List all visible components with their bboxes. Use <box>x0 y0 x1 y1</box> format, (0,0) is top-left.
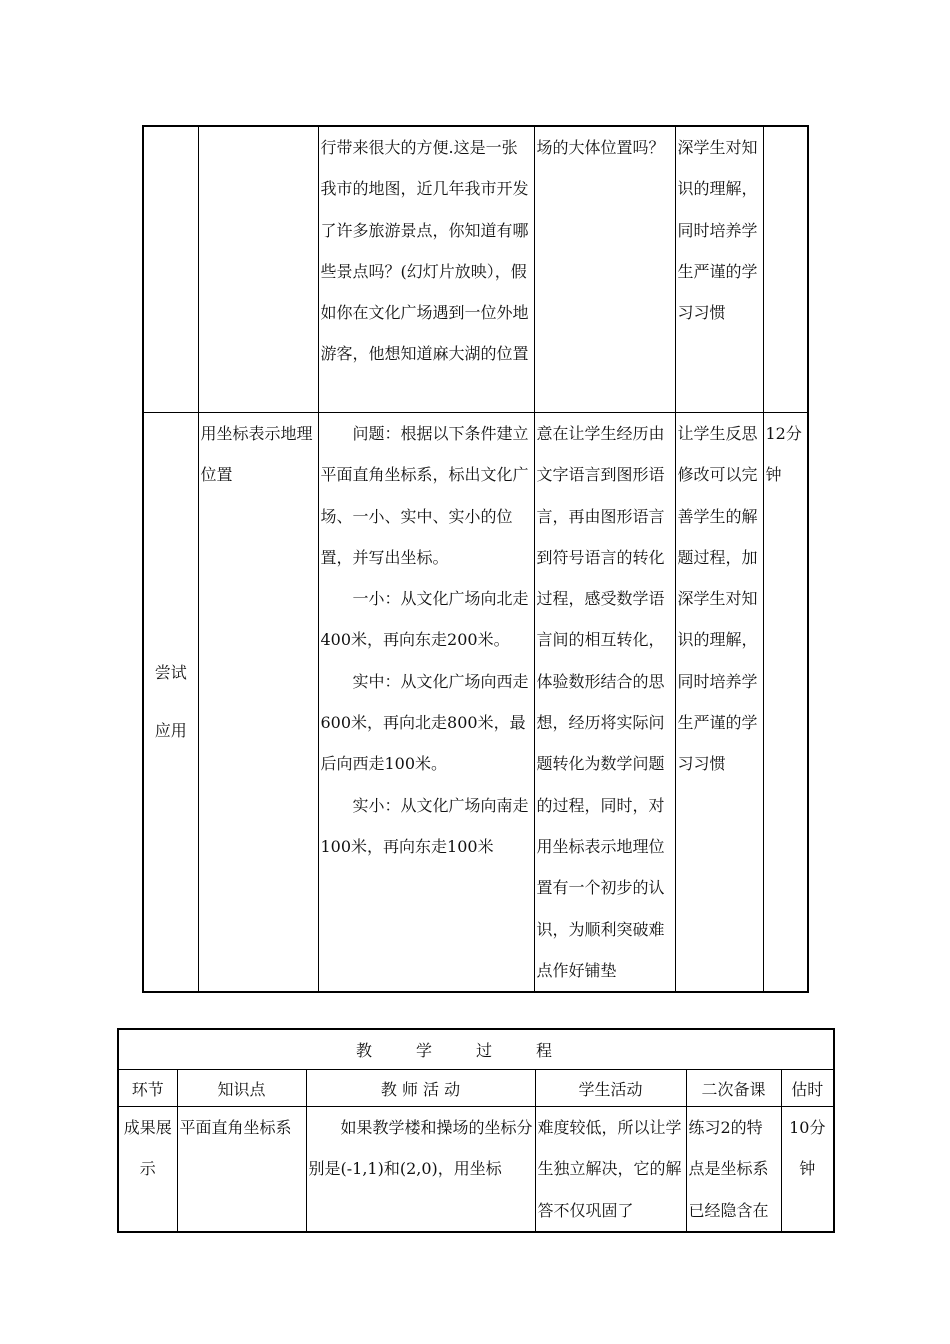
condition-yixiao: 一小：从文化广场向北走400米，再向东走200米。 <box>320 589 529 650</box>
time-cell <box>763 126 808 413</box>
header-teacher-activity: 教 师 活 动 <box>306 1070 535 1107</box>
student-activity-cell: 难度较低，所以让学生独立解决，它的解答不仅巩固了 <box>535 1107 686 1232</box>
table-row <box>118 1107 834 1232</box>
header-knowledge: 知识点 <box>177 1070 306 1107</box>
student-activity-cell: 场的大体位置吗？ <box>534 126 675 413</box>
time-cell: 10分钟 <box>781 1107 834 1232</box>
lesson-table-continued <box>142 125 809 993</box>
section-label-line1: 尝试 <box>154 663 187 683</box>
teacher-activity-text: 如果教学楼和操场的坐标分别是(-1,1)和(2,0)，用坐标 <box>308 1118 533 1179</box>
table-header-row <box>118 1070 834 1107</box>
second-prep-cell: 让学生反思修改可以完善学生的解题过程，加深学生对知识的理解，同时培养学生严谨的学习习惯 <box>675 413 763 993</box>
teaching-process-table <box>117 1028 835 1233</box>
student-activity-cell: 意在让学生经历由文字语言到图形语言，再由图形语言到符号语言的转化过程，感受数学语言间的相互转化，体验数形结合的思想，经历将实际问题转化为数学问题的过程，同时，对用坐标表示地理位置有一个初步的认识，为顺利突破难点作好铺垫 <box>534 413 675 993</box>
teacher-activity-cell <box>306 1107 535 1232</box>
problem-statement: 问题：根据以下条件建立平面直角坐标系，标出文化广场、一小、实中、实小的位置，并写出坐标。 <box>320 424 529 567</box>
condition-shixiao: 实小：从文化广场向南走100米，再向东走100米 <box>320 795 529 856</box>
teacher-activity-cell <box>318 413 534 993</box>
time-cell: 12分钟 <box>763 413 808 993</box>
section-label-line2: 应用 <box>154 721 187 741</box>
table-title-row <box>118 1029 834 1070</box>
second-prep-cell: 练习2的特点是坐标系已经隐含在 <box>686 1107 781 1232</box>
second-prep-cell: 深学生对知识的理解，同时培养学生严谨的学习习惯 <box>675 126 763 413</box>
header-time: 估时 <box>781 1070 834 1107</box>
knowledge-cell: 用坐标表示地理位置 <box>198 413 318 993</box>
condition-shizhong: 实中：从文化广场向西走600米，再向北走800米，最后向西走100米。 <box>320 671 529 774</box>
header-section: 环节 <box>118 1070 177 1107</box>
header-second-prep: 二次备课 <box>686 1070 781 1107</box>
table-row <box>143 126 808 413</box>
table-row <box>143 413 808 993</box>
section-cell: 成果展示 <box>118 1107 177 1232</box>
teacher-activity-cell: 行带来很大的方便.这是一张我市的地图，近几年我市开发了许多旅游景点，你知道有哪些景点吗？(幻灯片放映），假如你在文化广场遇到一位外地游客，他想知道麻大湖的位置 <box>318 126 534 413</box>
knowledge-cell <box>198 126 318 413</box>
table-title: 教学过程 <box>118 1029 834 1070</box>
section-cell <box>143 413 198 993</box>
knowledge-cell: 平面直角坐标系 <box>177 1107 306 1232</box>
header-student-activity: 学生活动 <box>535 1070 686 1107</box>
section-cell <box>143 126 198 413</box>
